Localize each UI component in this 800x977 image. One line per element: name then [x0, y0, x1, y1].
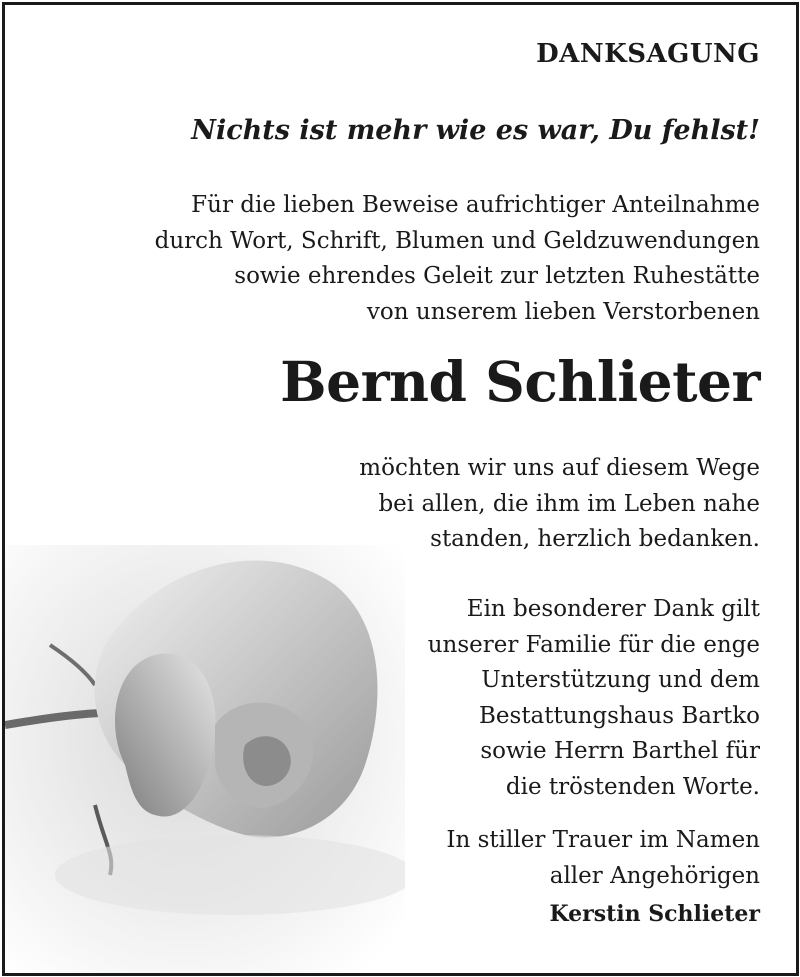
thanks-line: bei allen, die ihm im Leben nahe [378, 490, 760, 517]
rose-icon [5, 545, 405, 975]
special-thanks-line: Unterstützung und dem [481, 667, 760, 693]
thanks-line: standen, herzlich bedanken. [430, 526, 760, 552]
special-thanks-paragraph [428, 592, 760, 805]
special-thanks-line: unserer Familie für die enge [427, 631, 760, 658]
obituary-notice [2, 2, 799, 976]
intro-line: Für die lieben Beweise aufrichtiger Anteilnahme [191, 192, 760, 218]
special-thanks-line: Ein besonderer Dank gilt [466, 596, 760, 622]
intro-paragraph [155, 188, 760, 330]
notice-motto: Nichts ist mehr wie es war, Du fehlst! [191, 115, 760, 146]
closing-line: aller Angehörigen [549, 862, 760, 889]
special-thanks-line: die tröstenden Worte. [505, 773, 760, 800]
deceased-name: Bernd Schlieter [280, 349, 760, 414]
closing-paragraph [446, 823, 760, 894]
intro-line: sowie ehrendes Geleit zur letzten Ruhestätte [234, 263, 760, 289]
intro-line: von unserem lieben Verstorbenen [366, 298, 760, 325]
signer-name: Kerstin Schlieter [549, 901, 760, 927]
thanks-paragraph [359, 451, 760, 558]
special-thanks-line: Bestattungshaus Bartko [479, 702, 760, 729]
special-thanks-line: sowie Herrn Barthel für [480, 738, 760, 764]
notice-heading: DANKSAGUNG [536, 39, 760, 69]
thanks-line: möchten wir uns auf diesem Wege [359, 455, 760, 481]
closing-line: In stiller Trauer im Namen [446, 827, 760, 853]
intro-line: durch Wort, Schrift, Blumen und Geldzuwendungen [154, 227, 760, 254]
